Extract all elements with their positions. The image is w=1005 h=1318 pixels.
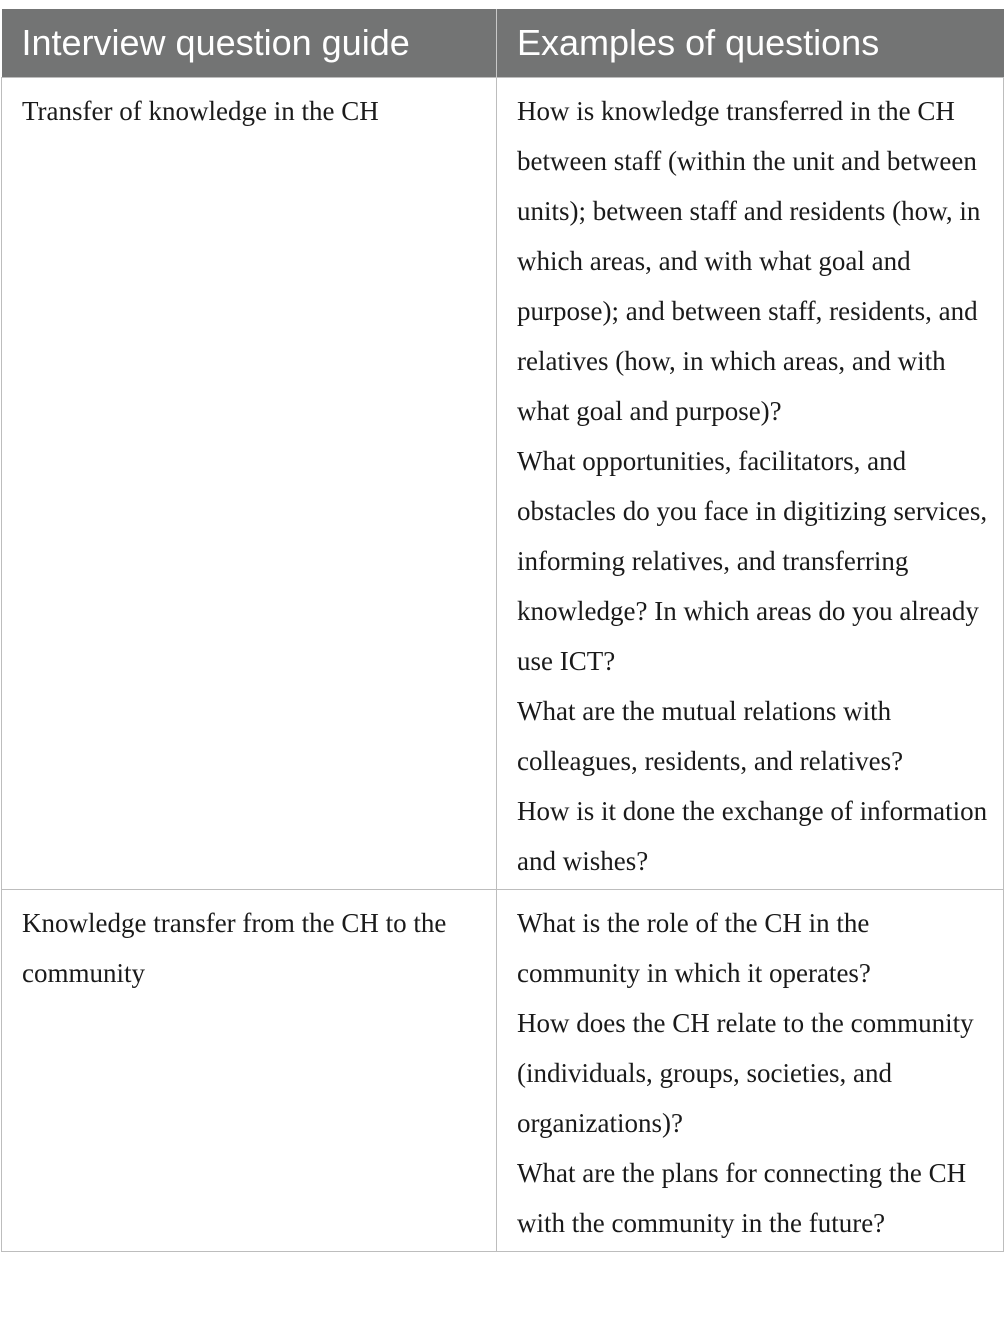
header-examples-of-questions: Examples of questions <box>497 9 1004 77</box>
question-text: What are the mutual relations with colleagues, residents, and relatives? <box>517 695 904 776</box>
question-text: What are the plans for connecting the CH with the community in the future? <box>517 1157 967 1238</box>
topic-cell: Transfer of knowledge in the CH <box>2 77 497 889</box>
question-text: What opportunities, facilitators, and obstacles do you face in digitizing services, informing relatives, and transferring knowledge? In which areas do you already use ICT? <box>517 445 988 676</box>
question-text: How does the CH relate to the community (individuals, groups, societies, and organizations)? <box>517 1007 974 1138</box>
header-interview-question-guide: Interview question guide <box>2 9 497 77</box>
topic-cell: Knowledge transfer from the CH to the community <box>2 889 497 1251</box>
questions-cell <box>497 889 1004 1251</box>
question-text: What is the role of the CH in the community in which it operates? <box>517 907 871 988</box>
questions-cell <box>497 77 1004 889</box>
question-text: How is it done the exchange of information and wishes? <box>517 795 988 876</box>
table-row <box>2 889 1004 1251</box>
table-row <box>2 77 1004 889</box>
table-header-row <box>2 9 1004 77</box>
question-text: How is knowledge transferred in the CH between staff (within the unit and between units); between staff and residents (how, in which areas, and with what goal and purpose); and between staff, residents, and relatives (how, in which areas, and with what goal and purpose)? <box>517 95 981 426</box>
interview-question-table <box>1 9 1004 1252</box>
